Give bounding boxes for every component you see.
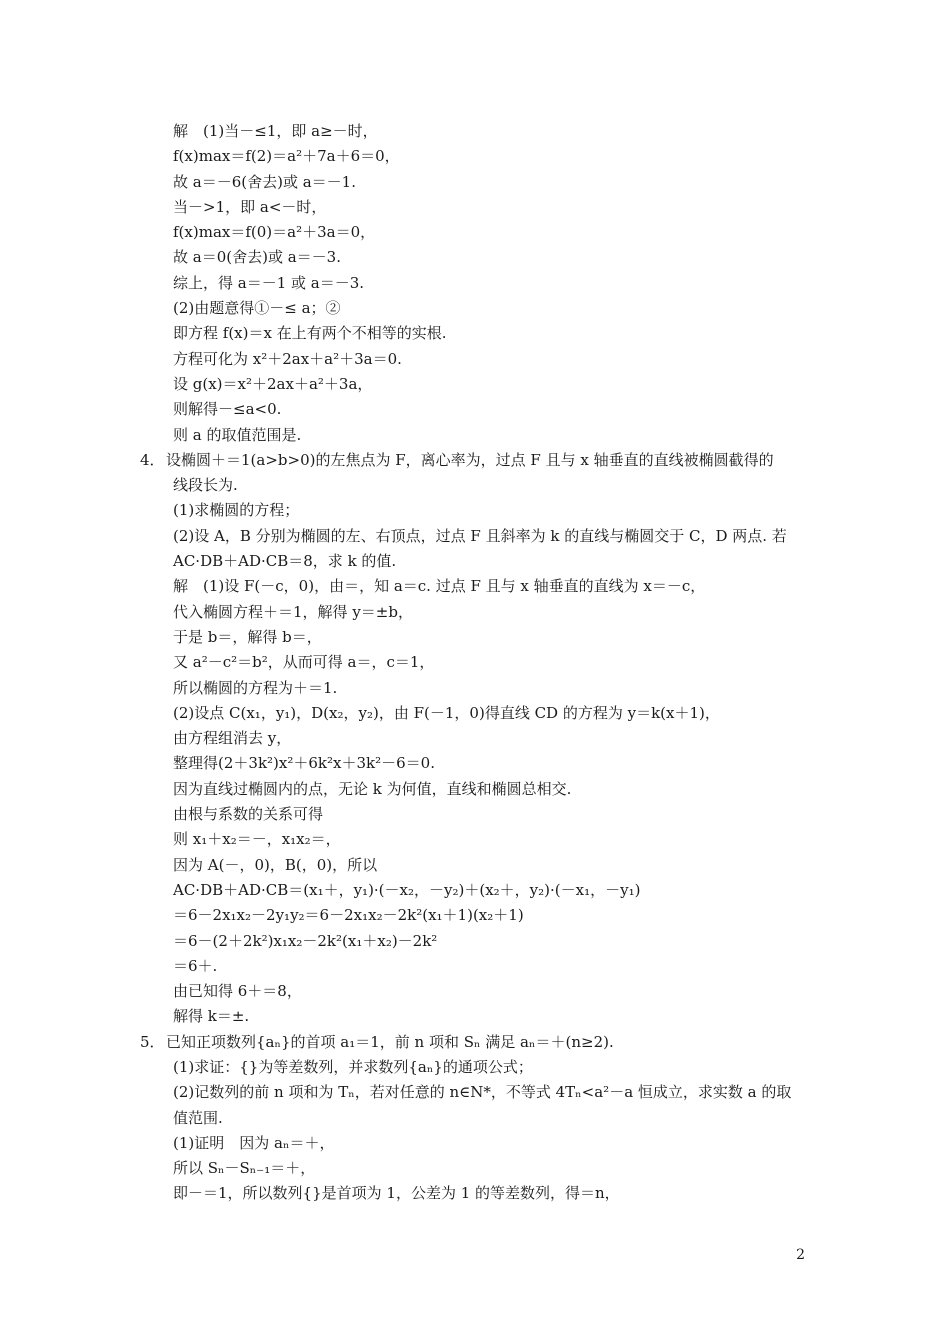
text-line: ＝6－(2＋2k²)x₁x₂－2k²(x₁＋x₂)－2k² [173, 931, 438, 950]
text-line: 由已知得 6＋＝8， [173, 982, 302, 1001]
text-line: 即－＝1，所以数列{}是首项为 1，公差为 1 的等差数列，得＝n， [173, 1184, 620, 1203]
text-line: 值范围. [173, 1108, 223, 1127]
text-line: (2)设点 C(x₁，y₁)，D(x₂，y₂)，由 F(－1，0)得直线 CD 的方程为 y＝k(x＋1)， [173, 703, 720, 722]
text-line: 所以 Sₙ－Sₙ₋₁＝＋， [173, 1159, 316, 1178]
text-line: 即方程 f(x)＝x 在上有两个不相等的实根. [173, 324, 447, 343]
text-line: 解 (1)当－≤1，即 a≥－时， [173, 122, 378, 140]
text-line: AC·DB＋AD·CB＝8，求 k 的值. [173, 552, 397, 571]
text-line: (1)证明 因为 aₙ＝＋， [173, 1133, 335, 1152]
text-line: ＝6－2x₁x₂－2y₁y₂＝6－2x₁x₂－2k²(x₁＋1)(x₂＋1) [173, 906, 524, 925]
text-line: 当－>1，即 a<－时， [173, 197, 327, 216]
text-line: 综上，得 a＝－1 或 a＝－3. [173, 273, 365, 292]
text-line: 方程可化为 x²＋2ax＋a²＋3a＝0. [173, 349, 402, 368]
text-line: 又 a²－c²＝b²，从而可得 a＝，c＝1， [173, 653, 435, 672]
text-line: 代入椭圆方程＋＝1，解得 y＝±b， [173, 602, 413, 621]
text-line: 因为 A(－，0)，B(，0)，所以 [173, 855, 378, 874]
problem-number: 4． [140, 450, 165, 469]
text-line: f(x)max＝f(2)＝a²＋7a＋6＝0， [173, 147, 400, 166]
text-line: (2)记数列的前 n 项和为 Tₙ，若对任意的 n∈N*，不等式 4Tₙ<a²－a 恒成立，求实数 a 的取 [173, 1083, 792, 1102]
text-line: (1)求椭圆的方程； [173, 501, 300, 520]
text-line: 则 x₁＋x₂＝－，x₁x₂＝， [173, 830, 341, 849]
text-line: AC·DB＋AD·CB＝(x₁＋，y₁)·(－x₂，－y₂)＋(x₂＋，y₂)·(－x₁，－y₁) [173, 880, 641, 899]
text-line: 设 g(x)＝x²＋2ax＋a²＋3a， [173, 374, 373, 393]
text-line: 整理得(2＋3k²)x²＋6k²x＋3k²－6＝0. [173, 754, 435, 773]
page-number: 2 [796, 1247, 805, 1263]
text-line: 由方程组消去 y， [173, 729, 292, 748]
text-line: 所以椭圆的方程为＋＝1. [173, 678, 338, 697]
text-line: f(x)max＝f(0)＝a²＋3a＝0， [173, 223, 376, 242]
text-line: 则解得－≤a<0. [173, 400, 282, 419]
text-line: 解 (1)设 F(－c，0)，由＝，知 a＝c. 过点 F 且与 x 轴垂直的直线为 x＝－c， [173, 577, 706, 596]
text-line: 因为直线过椭圆内的点，无论 k 为何值，直线和椭圆总相交. [173, 779, 572, 798]
problem-text: 设椭圆＋＝1(a>b>0)的左焦点为 F，离心率为，过点 F 且与 x 轴垂直的直线被椭圆截得的 [166, 450, 774, 469]
text-line: 则 a 的取值范围是. [173, 425, 302, 444]
text-line: 线段长为. [173, 476, 238, 495]
text-line: 由根与系数的关系可得 [173, 805, 324, 824]
problem-text: 已知正项数列{aₙ}的首项 a₁＝1，前 n 项和 Sₙ 满足 aₙ＝＋(n≥2). [166, 1032, 614, 1051]
problem-number: 5． [140, 1032, 165, 1051]
text-line: (1)求证：{}为等差数列，并求数列{aₙ}的通项公式； [173, 1057, 533, 1076]
text-line: 于是 b＝，解得 b＝， [173, 627, 322, 646]
text-line: 故 a＝0(舍去)或 a＝－3. [173, 248, 341, 267]
text-line: ＝6＋. [173, 956, 218, 975]
problem-heading-line [140, 448, 820, 473]
problem-heading-line [140, 1030, 820, 1055]
text-line: 解得 k＝±. [173, 1007, 250, 1026]
text-line: (2)设 A，B 分别为椭圆的左、右顶点，过点 F 且斜率为 k 的直线与椭圆交于 C，D 两点. 若 [173, 526, 787, 545]
text-line: (2)由题意得①－≤ a；② [173, 299, 341, 318]
text-line: 故 a＝－6(舍去)或 a＝－1. [173, 172, 356, 191]
page-content [140, 119, 820, 1207]
